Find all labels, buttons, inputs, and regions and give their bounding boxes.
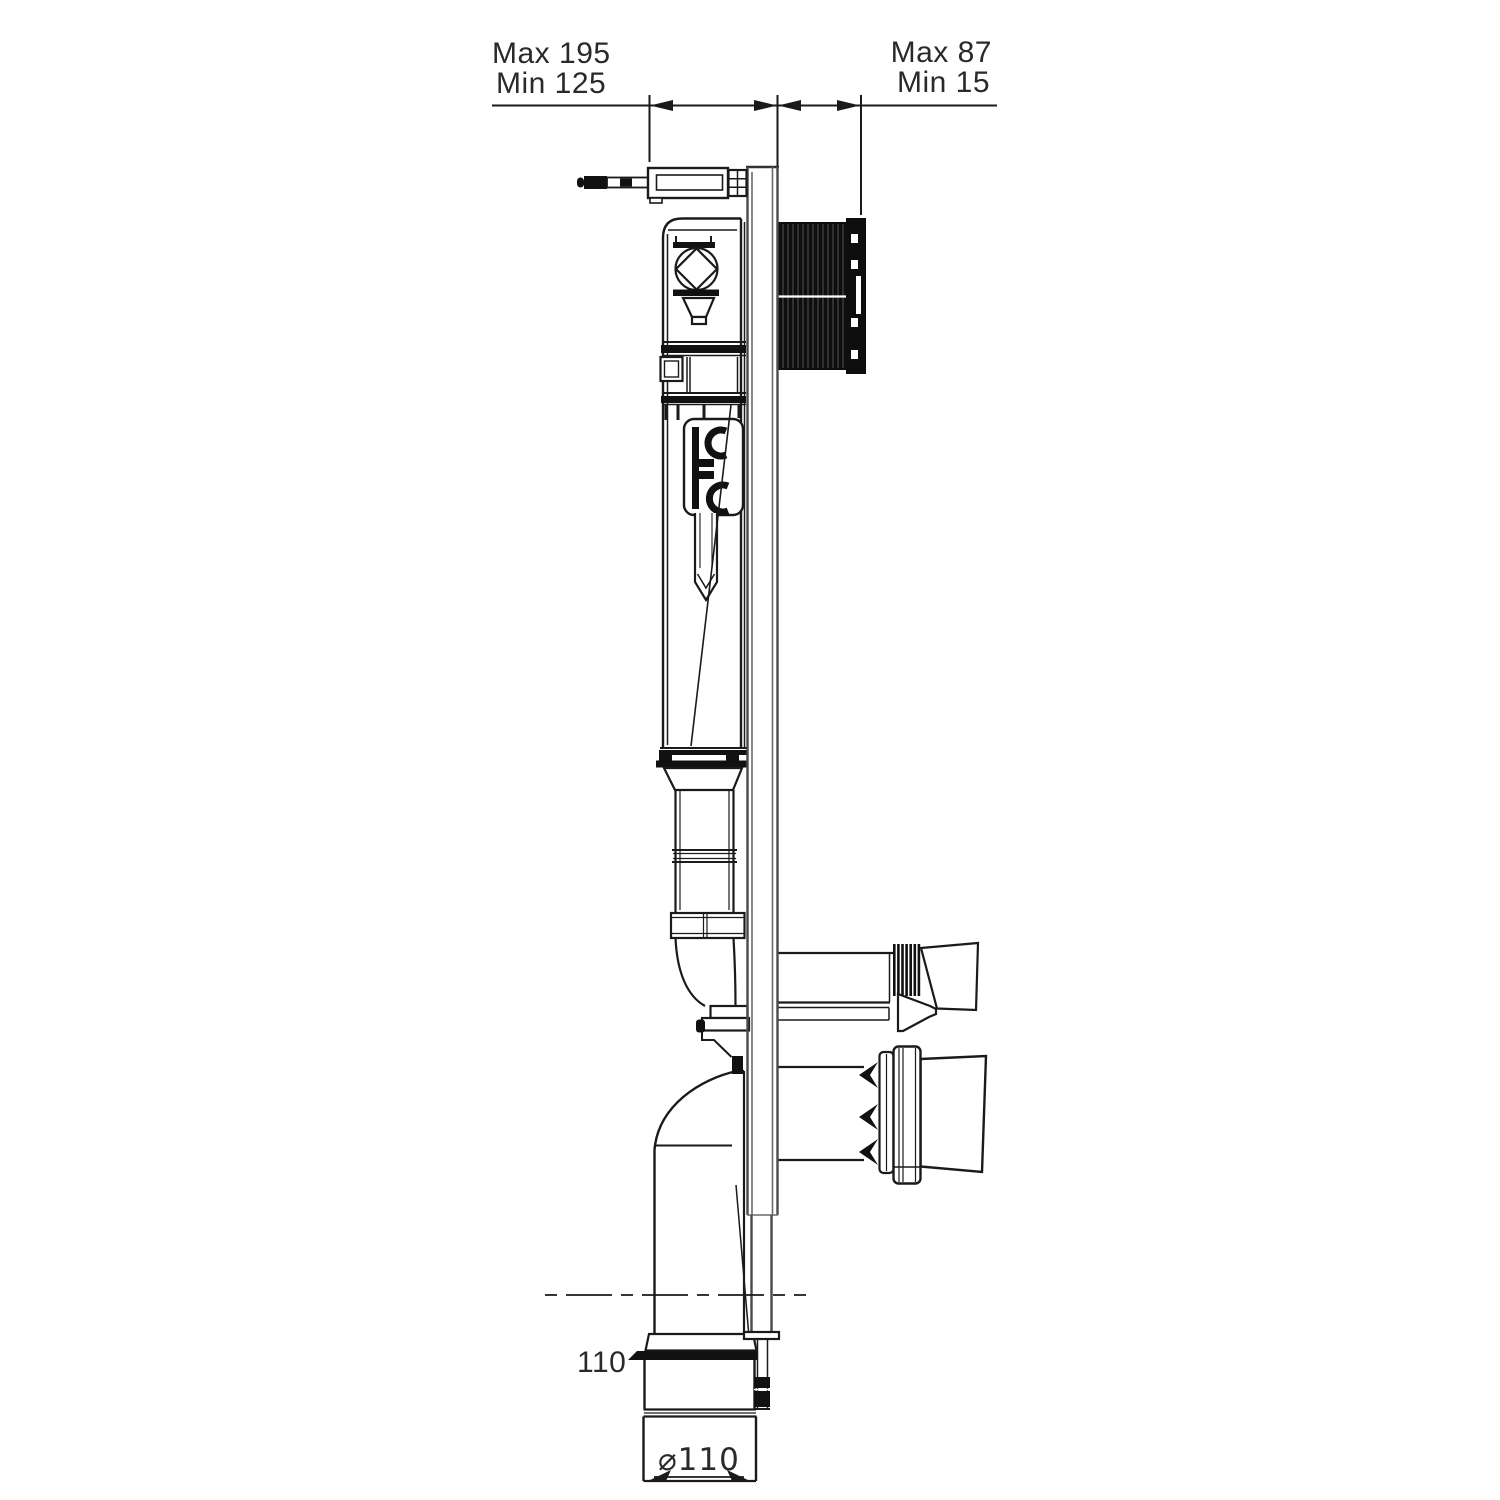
concealed-cistern-tank <box>656 219 748 791</box>
flush-connector-cone <box>921 943 978 1010</box>
dim-label-depth-min: Min 125 <box>496 67 607 100</box>
inlet-valve-body <box>648 168 728 198</box>
dim-label-socket: 110 <box>577 1346 627 1379</box>
frame-foot-plate <box>744 1332 779 1339</box>
tank-mid-flanges <box>661 342 747 420</box>
socket-gasket <box>628 1351 758 1360</box>
flush-connector-threads <box>893 944 920 996</box>
soil-pipe-elbow <box>655 1071 749 1337</box>
dim-label-diameter: ⌀110 <box>658 1442 740 1478</box>
flush-pipe-coupling <box>671 913 745 938</box>
flush-pipe-connector <box>778 943 978 1031</box>
mounting-frame-rail <box>744 167 779 1409</box>
dim-label-wall-max: Max 87 <box>890 36 992 69</box>
outlet-connector-body <box>894 1047 921 1184</box>
dim-label-depth-max: Max 195 <box>492 37 611 70</box>
outlet-cone <box>921 1056 987 1172</box>
pan-outlet-connector <box>778 1047 986 1184</box>
wall-sleeve-corrugated <box>778 218 866 374</box>
dim-label-wall-min: Min 15 <box>896 66 990 99</box>
flush-bend-flange <box>711 1006 748 1018</box>
flush-pipe <box>671 790 749 1074</box>
seal-barb <box>859 1104 878 1130</box>
bottom-diameter-dimension <box>577 1346 751 1482</box>
mounting-bracket <box>702 1018 749 1031</box>
water-inlet-valve <box>577 168 747 203</box>
elbow-inlet-seal <box>732 1056 743 1074</box>
fill-valve-check-valve <box>673 236 719 324</box>
flush-connector-funnel <box>898 994 936 1031</box>
tank-bottom-flanges <box>656 748 748 790</box>
inlet-thread <box>584 176 607 189</box>
flush-valve-mechanism <box>684 419 743 515</box>
